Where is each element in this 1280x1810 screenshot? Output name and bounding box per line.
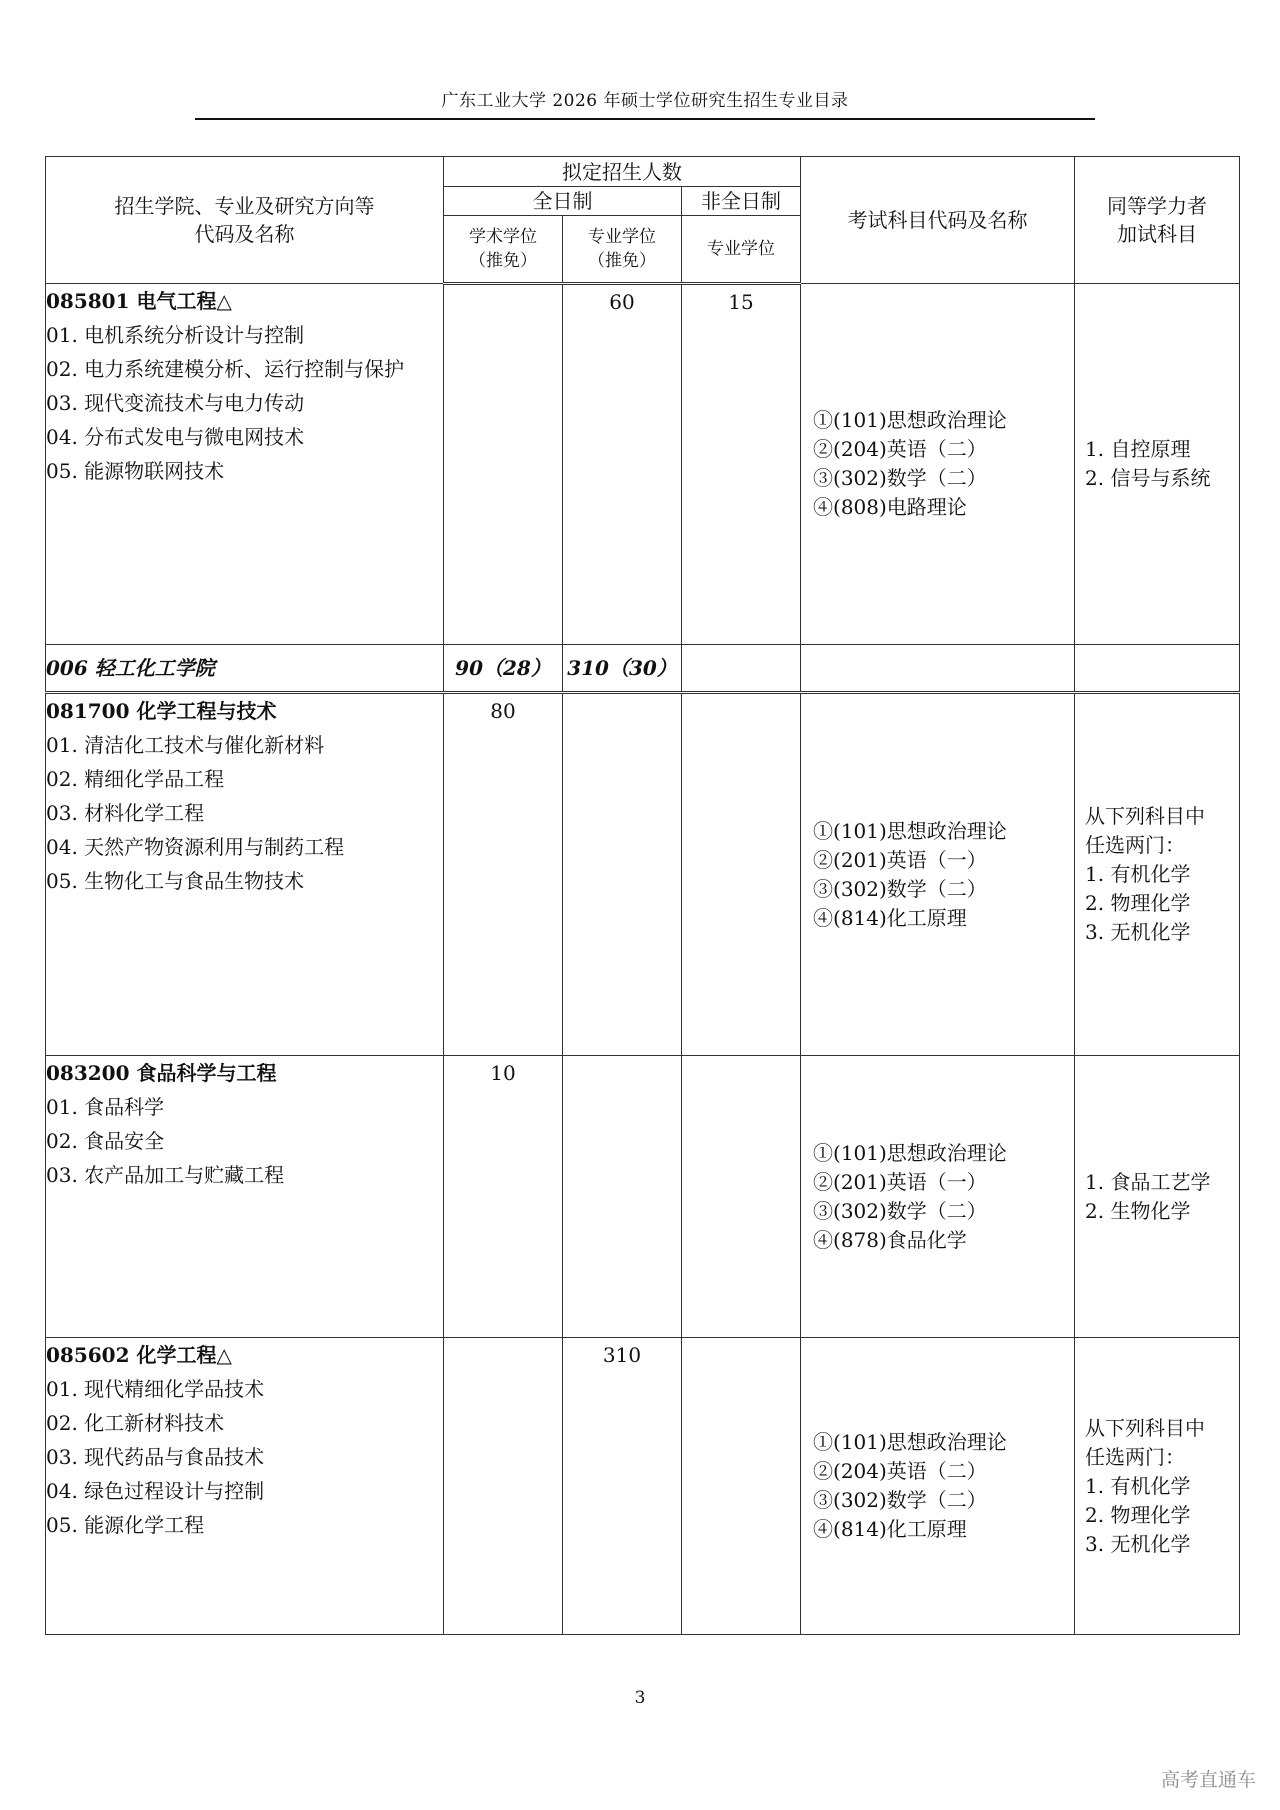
exam-subject: ①(101)思想政治理论	[813, 1140, 1007, 1165]
department-row	[46, 645, 1240, 693]
department-name: 006 轻工化工学院	[46, 645, 444, 693]
extra-subject: 从下列科目中	[1085, 1415, 1206, 1440]
header-major-code-name: 招生学院、专业及研究方向等 代码及名称	[46, 157, 444, 284]
major-title: 083200 食品科学与工程	[46, 1061, 277, 1085]
extra-subject: 1. 有机化学	[1085, 1473, 1191, 1498]
exam-subject: ①(101)思想政治理论	[813, 818, 1007, 843]
research-direction: 02. 化工新材料技术	[46, 1411, 225, 1435]
exam-subjects-cell	[801, 693, 1075, 1056]
extra-subject: 任选两门：	[1085, 833, 1186, 857]
quota-parttime	[682, 1056, 801, 1338]
major-title: 081700 化学工程与技术	[46, 699, 277, 723]
research-direction: 01. 电机系统分析设计与控制	[46, 323, 305, 347]
department-extra-empty	[1075, 645, 1240, 693]
research-direction: 04. 分布式发电与微电网技术	[46, 425, 305, 449]
research-direction: 01. 食品科学	[46, 1095, 165, 1119]
extra-subjects-cell	[1075, 1056, 1240, 1338]
research-direction: 03. 现代药品与食品技术	[46, 1445, 265, 1469]
quota-academic: 80	[444, 693, 563, 1056]
extra-subject: 2. 物理化学	[1085, 1502, 1191, 1527]
table-row	[46, 1056, 1240, 1338]
exam-subjects-cell	[801, 284, 1075, 645]
exam-subject: ④(878)食品化学	[813, 1227, 967, 1252]
quota-parttime: 15	[682, 284, 801, 645]
exam-subject: ④(814)化工原理	[813, 905, 967, 930]
exam-subject: ①(101)思想政治理论	[813, 1430, 1007, 1454]
research-direction: 05. 能源化学工程	[46, 1513, 205, 1537]
quota-professional	[563, 693, 682, 1056]
research-direction: 03. 现代变流技术与电力传动	[46, 391, 305, 415]
exam-subject: ②(204)英语（二）	[813, 437, 987, 461]
extra-subject: 1. 自控原理	[1085, 437, 1191, 461]
header-rule	[195, 118, 1095, 120]
extra-subject: 1. 有机化学	[1085, 862, 1191, 886]
research-direction: 05. 生物化工与食品生物技术	[46, 869, 305, 893]
quota-academic	[444, 284, 563, 645]
exam-subject: ②(204)英语（二）	[813, 1459, 987, 1483]
exam-subject: ③(302)数学（二）	[813, 1198, 987, 1223]
watermark: 高考直通车	[1160, 1769, 1256, 1791]
enrollment-catalog-table	[45, 156, 1240, 1635]
document-header: 广东工业大学 2026 年硕士学位研究生招生专业目录	[441, 91, 849, 111]
exam-subjects-cell	[801, 1338, 1075, 1635]
major-title: 085602 化学工程△	[46, 1343, 232, 1367]
exam-subject: ②(201)英语（一）	[813, 847, 987, 872]
header-parttime: 非全日制	[682, 187, 801, 216]
major-title: 085801 电气工程△	[46, 289, 232, 313]
research-direction: 04. 天然产物资源利用与制药工程	[46, 835, 345, 859]
extra-subject: 任选两门：	[1085, 1444, 1186, 1469]
header-extra-subjects: 同等学力者 加试科目	[1075, 157, 1240, 284]
extra-subject: 3. 无机化学	[1085, 920, 1191, 944]
extra-subject: 2. 物理化学	[1085, 891, 1191, 915]
exam-subject: ④(808)电路理论	[813, 495, 967, 519]
exam-subject: ①(101)思想政治理论	[813, 408, 1007, 432]
extra-subjects-cell	[1075, 693, 1240, 1056]
department-quota-professional: 310（30）	[563, 645, 682, 693]
header-professional-degree: 专业学位 （推免）	[563, 216, 682, 284]
extra-subject: 2. 信号与系统	[1085, 466, 1211, 490]
department-exam-empty	[801, 645, 1075, 693]
extra-subject: 2. 生物化学	[1085, 1198, 1191, 1223]
table-row	[46, 284, 1240, 645]
exam-subject: ③(302)数学（二）	[813, 876, 987, 901]
extra-subject: 从下列科目中	[1085, 804, 1206, 828]
quota-professional	[563, 1056, 682, 1338]
major-cell	[46, 284, 444, 645]
exam-subject: ②(201)英语（一）	[813, 1169, 987, 1194]
extra-subject: 3. 无机化学	[1085, 1531, 1191, 1556]
major-cell	[46, 1338, 444, 1635]
header-academic-degree: 学术学位 （推免）	[444, 216, 563, 284]
table-row	[46, 693, 1240, 1056]
header-planned-enrollment: 拟定招生人数	[444, 157, 801, 187]
extra-subjects-cell	[1075, 284, 1240, 645]
quota-professional: 60	[563, 284, 682, 645]
research-direction: 02. 食品安全	[46, 1129, 165, 1153]
research-direction: 04. 绿色过程设计与控制	[46, 1479, 265, 1503]
exam-subjects-cell	[801, 1056, 1075, 1338]
extra-subjects-cell	[1075, 1338, 1240, 1635]
research-direction: 02. 电力系统建模分析、运行控制与保护	[46, 357, 405, 381]
research-direction: 03. 农产品加工与贮藏工程	[46, 1163, 285, 1187]
quota-academic: 10	[444, 1056, 563, 1338]
header-exam-subjects: 考试科目代码及名称	[801, 157, 1075, 284]
header-fulltime: 全日制	[444, 187, 682, 216]
table-row	[46, 1338, 1240, 1635]
extra-subject: 1. 食品工艺学	[1085, 1169, 1211, 1194]
department-quota-academic: 90（28）	[444, 645, 563, 693]
exam-subject: ③(302)数学（二）	[813, 1488, 987, 1512]
page-number: 3	[634, 1688, 646, 1708]
major-cell	[46, 1056, 444, 1338]
quota-parttime	[682, 1338, 801, 1635]
exam-subject: ③(302)数学（二）	[813, 466, 987, 490]
header-row-1	[46, 157, 1240, 187]
research-direction: 01. 清洁化工技术与催化新材料	[46, 733, 325, 757]
quota-professional: 310	[563, 1338, 682, 1635]
research-direction: 02. 精细化学品工程	[46, 767, 225, 791]
major-cell	[46, 693, 444, 1056]
department-quota-parttime	[682, 645, 801, 693]
quota-parttime	[682, 693, 801, 1056]
header-parttime-professional: 专业学位	[682, 216, 801, 284]
research-direction: 01. 现代精细化学品技术	[46, 1377, 265, 1401]
research-direction: 05. 能源物联网技术	[46, 459, 225, 483]
research-direction: 03. 材料化学工程	[46, 801, 205, 825]
exam-subject: ④(814)化工原理	[813, 1517, 967, 1541]
quota-academic	[444, 1338, 563, 1635]
